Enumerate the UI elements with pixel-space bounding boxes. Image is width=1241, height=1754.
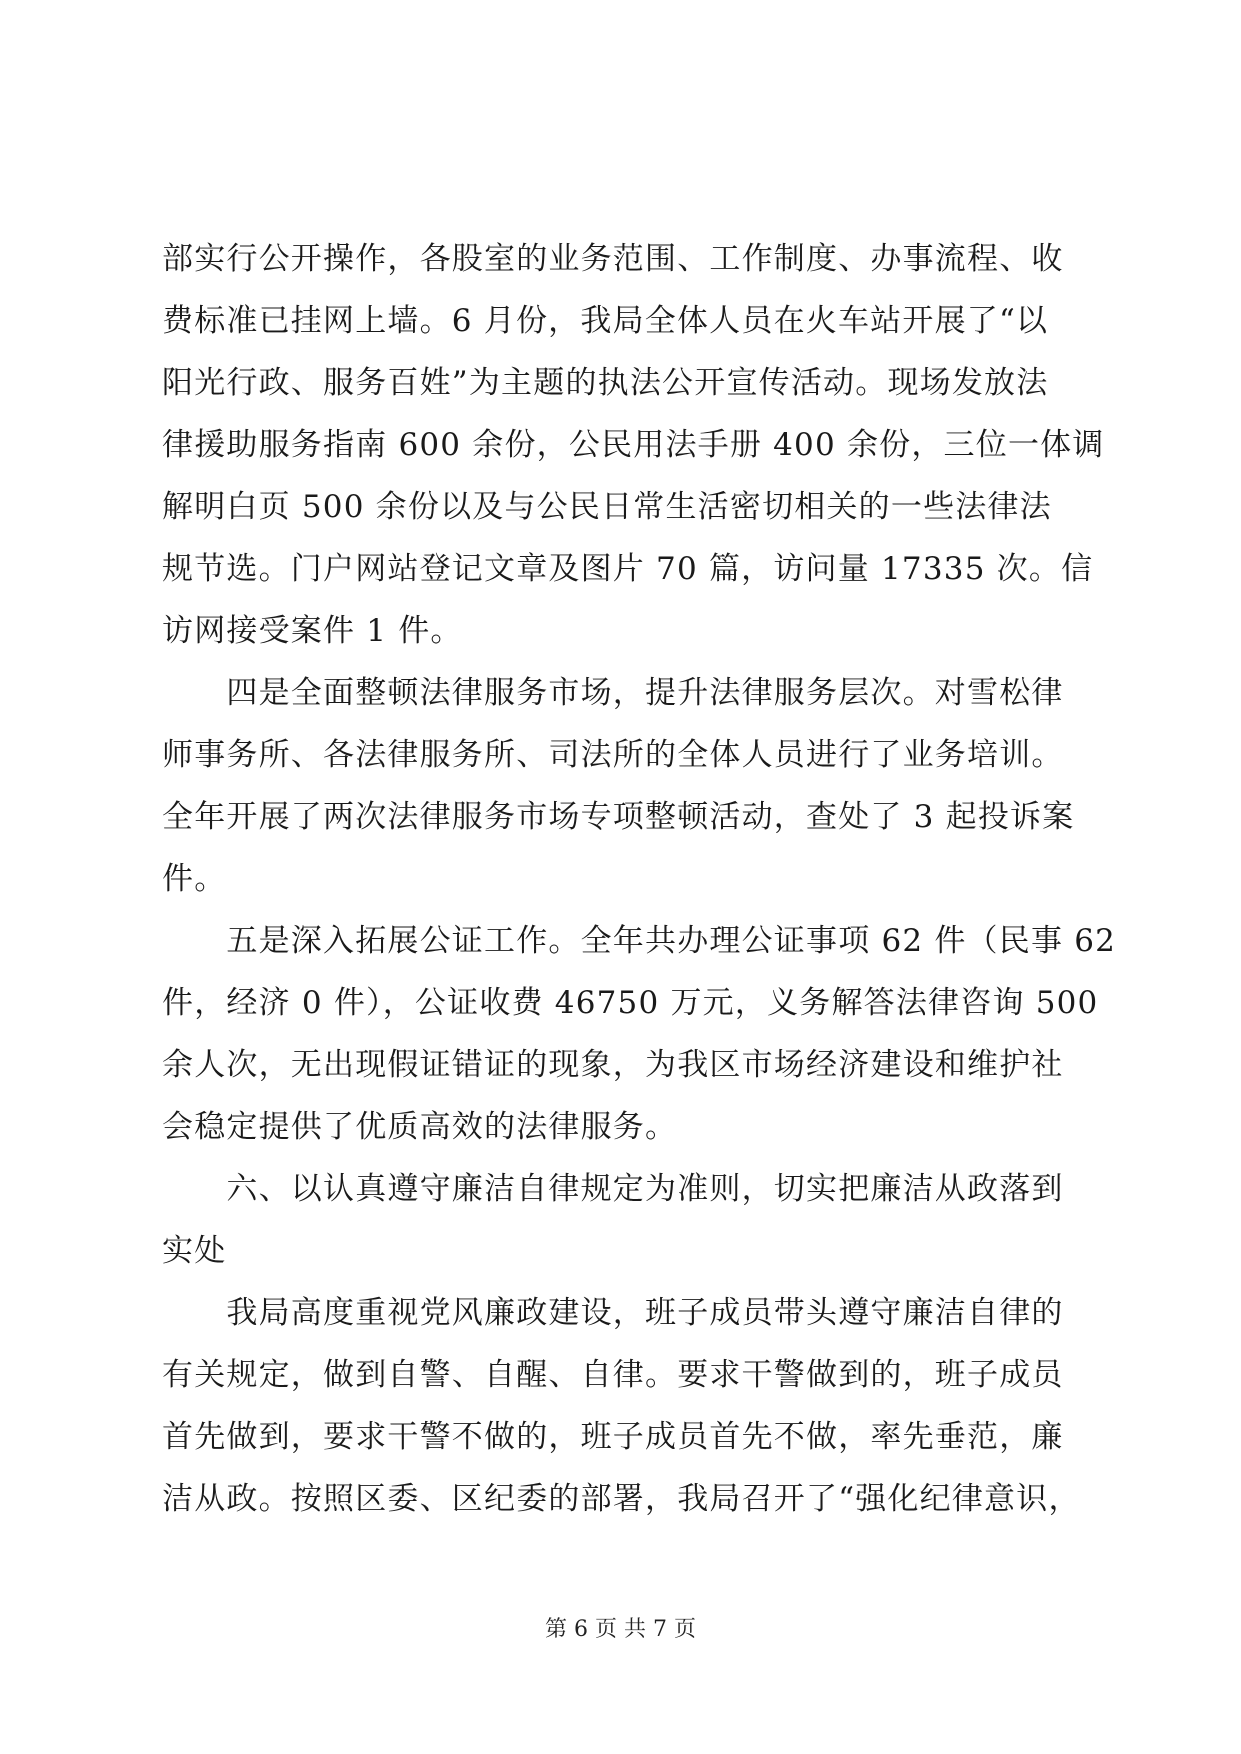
text-line: 件，经济 0 件），公证收费 46750 万元，义务解答法律咨询 500	[162, 985, 1099, 1021]
text-line: 解明白页 500 余份以及与公民日常生活密切相关的一些法律法	[162, 489, 1052, 525]
document-body	[162, 228, 1117, 1530]
text-line: 余人次，无出现假证错证的现象，为我区市场经济建设和维护社	[162, 1047, 1064, 1083]
text-line: 件。	[162, 861, 227, 897]
page-number-footer: 第 6 页 共 7 页	[545, 1617, 696, 1642]
text-line: 规节选。门户网站登记文章及图片 70 篇，访问量 17335 次。信	[162, 551, 1094, 587]
text-line: 访网接受案件 1 件。	[162, 613, 463, 649]
text-line: 四是全面整顿法律服务市场，提升法律服务层次。对雪松律	[162, 675, 1064, 711]
text-line: 阳光行政、服务百姓”为主题的执法公开宣传活动。现场发放法	[162, 365, 1049, 401]
text-line: 全年开展了两次法律服务市场专项整顿活动，查处了 3 起投诉案	[162, 799, 1075, 835]
text-line: 师事务所、各法律服务所、司法所的全体人员进行了业务培训。	[162, 737, 1064, 773]
text-line: 五是深入拓展公证工作。全年共办理公证事项 62 件（民事 62	[162, 923, 1117, 959]
text-line: 有关规定，做到自警、自醒、自律。要求干警做到的，班子成员	[162, 1357, 1064, 1393]
section-heading-line: 实处	[162, 1233, 227, 1269]
text-line: 首先做到，要求干警不做的，班子成员首先不做，率先垂范，廉	[162, 1419, 1064, 1455]
text-line: 部实行公开操作，各股室的业务范围、工作制度、办事流程、收	[162, 241, 1064, 277]
text-line: 费标准已挂网上墙。6 月份，我局全体人员在火车站开展了“以	[162, 303, 1049, 339]
text-line: 会稳定提供了优质高效的法律服务。	[162, 1109, 678, 1145]
text-line: 律援助服务指南 600 余份，公民用法手册 400 余份，三位一体调	[162, 427, 1105, 463]
text-line: 洁从政。按照区委、区纪委的部署，我局召开了“强化纪律意识，	[162, 1481, 1081, 1517]
text-line: 我局高度重视党风廉政建设，班子成员带头遵守廉洁自律的	[162, 1295, 1064, 1331]
section-heading-line: 六、以认真遵守廉洁自律规定为准则，切实把廉洁从政落到	[162, 1171, 1064, 1207]
